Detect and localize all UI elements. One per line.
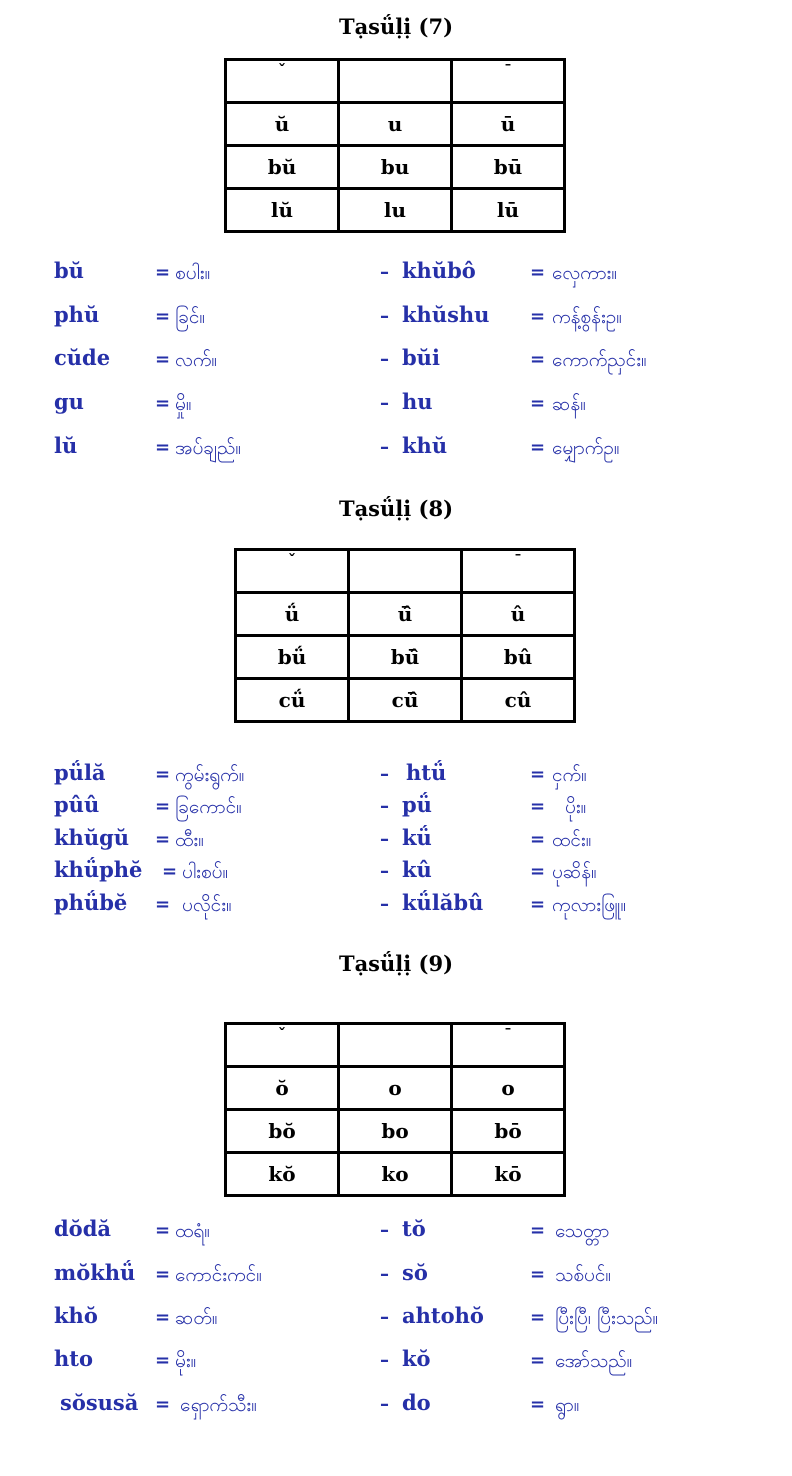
equals-sign: = [155,306,171,327]
table-cell: bǘ [236,636,349,679]
table-cell: lū [452,189,565,232]
vocab-word: kû [402,857,432,882]
table-cell: ŏ [226,1067,339,1110]
vocab-word: sŏ [402,1260,428,1285]
equals-sign: = [162,861,178,882]
vocab-meaning: အပ်ချည်။ [175,437,242,459]
vocab-word: khŭ [402,433,448,458]
vocab-word: cŭde [54,345,111,370]
vocab-word: sŏsusă [60,1390,139,1415]
dash-sign: – [380,393,389,414]
vocab-word: khŭgŭ [54,825,130,850]
table-cell: ǘ [236,593,349,636]
dash-sign: – [380,306,389,327]
equals-sign: = [155,437,171,458]
vocab-word: kŏ [402,1346,431,1371]
vocab-meaning: လှေကား။ [552,262,618,284]
lesson-title-8: Tạsǘḷị (8) [338,496,454,521]
vocab-meaning: ထီး။ [175,829,204,851]
vocab-word: ahtohŏ [402,1303,484,1328]
dash-sign: – [380,437,389,458]
table-cell: kō [452,1153,565,1196]
vocab-meaning: သစ်ပင်။ [555,1264,612,1286]
vocab-meaning: ကုလားဖြူ။ [552,894,627,916]
vocab-meaning: စပါး။ [175,262,211,284]
table-cell: o [452,1067,565,1110]
equals-sign: = [530,1264,546,1285]
dash-sign: – [380,796,389,817]
vocab-meaning: ပလိုင်း။ [182,894,232,916]
equals-sign: = [530,393,546,414]
syllable-table-8 [234,548,576,723]
equals-sign: = [155,796,171,817]
vocab-word: phŭ [54,302,100,327]
dash-sign: – [380,349,389,370]
table-cell: ko [339,1153,452,1196]
equals-sign: = [530,764,546,785]
table-cell: o [339,1067,452,1110]
vocab-meaning: ဆတ်။ [175,1307,218,1329]
lesson-title-7: Tạsǘḷị (7) [338,14,454,39]
equals-sign: = [530,262,546,283]
vocab-meaning: ကန့်စွန်းဥ။ [552,306,623,328]
vocab-meaning: ရှောက်သီး။ [180,1394,257,1416]
equals-sign: = [530,894,546,915]
dash-sign: – [380,1220,389,1241]
vocab-meaning: ရွာ။ [555,1394,580,1416]
equals-sign: = [530,1394,546,1415]
vocab-meaning: မိုး။ [175,1350,197,1372]
equals-sign: = [155,1264,171,1285]
table-cell: lŭ [226,189,339,232]
vocab-word: dŏdă [54,1216,111,1241]
vocab-meaning: ငှက်။ [552,764,587,786]
equals-sign: = [155,894,171,915]
table-cell: bo [339,1110,452,1153]
vocab-meaning: ကွမ်းရွက်။ [175,764,245,786]
table-cell: u [339,103,452,146]
equals-sign: = [155,349,171,370]
vocab-meaning: အော်သည်။ [555,1350,633,1372]
vocab-word: gu [54,389,84,414]
equals-sign: = [155,1350,171,1371]
dash-sign: – [380,1394,389,1415]
syllable-table-9 [224,1022,566,1197]
vocab-word: bŭi [402,345,440,370]
vocab-word: phǘbĕ [54,890,128,915]
vocab-word: pǘlă [54,760,106,785]
table-cell [339,60,452,103]
vocab-word: htǘ [406,760,447,785]
dash-sign: – [380,829,389,850]
table-cell: ˇ [226,60,339,103]
dash-sign: – [380,861,389,882]
vocab-meaning: ပိုး။ [565,796,587,818]
equals-sign: = [155,1220,171,1241]
vocab-word: kǘlăbû [402,890,484,915]
table-cell: cǘ [236,679,349,722]
vocab-meaning: ပါးစပ်။ [182,861,229,883]
equals-sign: = [530,1220,546,1241]
table-cell: ŭ [226,103,339,146]
table-cell: ū̂ [349,593,462,636]
table-cell: û [462,593,575,636]
vocab-word: mŏkhǘ [54,1260,136,1285]
vocab-meaning: ပြီးပြီ၊ ပြီးသည်။ [555,1307,659,1329]
table-cell: bŏ [226,1110,339,1153]
vocab-meaning: ကောက်ညှင်း။ [552,349,647,371]
table-cell: ˇ [236,550,349,593]
vocab-meaning: ထရံ။ [175,1220,211,1242]
equals-sign: = [530,1350,546,1371]
vocab-word: lŭ [54,433,78,458]
vocab-word: do [402,1390,431,1415]
dash-sign: – [380,764,389,785]
vocab-word: kǘ [402,825,432,850]
table-cell: bŭ [226,146,339,189]
table-cell: bū [452,146,565,189]
table-cell: ˉ [452,60,565,103]
equals-sign: = [155,1394,171,1415]
vocab-word: tŏ [402,1216,426,1241]
vocab-word: khŏ [54,1303,98,1328]
table-cell: cū̂ [349,679,462,722]
vocab-meaning: ပုဆိန်။ [552,861,597,883]
vocab-meaning: ခြကောင်။ [175,796,242,818]
vocab-meaning: ဆန်။ [552,393,586,415]
equals-sign: = [530,306,546,327]
vocab-meaning: လက်။ [175,349,218,371]
vocab-meaning: ကောင်းကင်။ [175,1264,262,1286]
table-cell: ˉ [462,550,575,593]
equals-sign: = [155,764,171,785]
vocab-meaning: ထင်း။ [552,829,592,851]
equals-sign: = [155,1307,171,1328]
lesson-title-9: Tạsǘḷị (9) [338,951,454,976]
equals-sign: = [530,829,546,850]
table-cell: cû [462,679,575,722]
equals-sign: = [530,861,546,882]
table-cell [339,1024,452,1067]
dash-sign: – [380,1307,389,1328]
table-cell: bu [339,146,452,189]
equals-sign: = [530,796,546,817]
table-cell: bū̂ [349,636,462,679]
vocab-meaning: ခြင်။ [175,306,206,328]
table-cell: kŏ [226,1153,339,1196]
vocab-word: bŭ [54,258,84,283]
table-cell: bû [462,636,575,679]
vocab-meaning: မှို။ [175,393,192,415]
dash-sign: – [380,262,389,283]
vocab-word: khŭbô [402,258,476,283]
vocab-meaning: မျှောက်ဥ။ [552,437,620,459]
dash-sign: – [380,894,389,915]
table-cell [349,550,462,593]
equals-sign: = [530,349,546,370]
equals-sign: = [530,437,546,458]
table-cell: lu [339,189,452,232]
equals-sign: = [155,393,171,414]
vocab-word: khŭshu [402,302,490,327]
dash-sign: – [380,1264,389,1285]
vocab-meaning: သေတ္တာ [555,1220,610,1242]
vocab-word: hto [54,1346,93,1371]
equals-sign: = [155,829,171,850]
vocab-word: pǘ [402,792,432,817]
table-cell: ˇ [226,1024,339,1067]
table-cell: ū [452,103,565,146]
table-cell: bō [452,1110,565,1153]
equals-sign: = [530,1307,546,1328]
vocab-word: pûû [54,792,100,817]
table-cell: ˉ [452,1024,565,1067]
vocab-word: khǘphĕ [54,857,143,882]
equals-sign: = [155,262,171,283]
vocab-word: hu [402,389,433,414]
syllable-table-7 [224,58,566,233]
dash-sign: – [380,1350,389,1371]
